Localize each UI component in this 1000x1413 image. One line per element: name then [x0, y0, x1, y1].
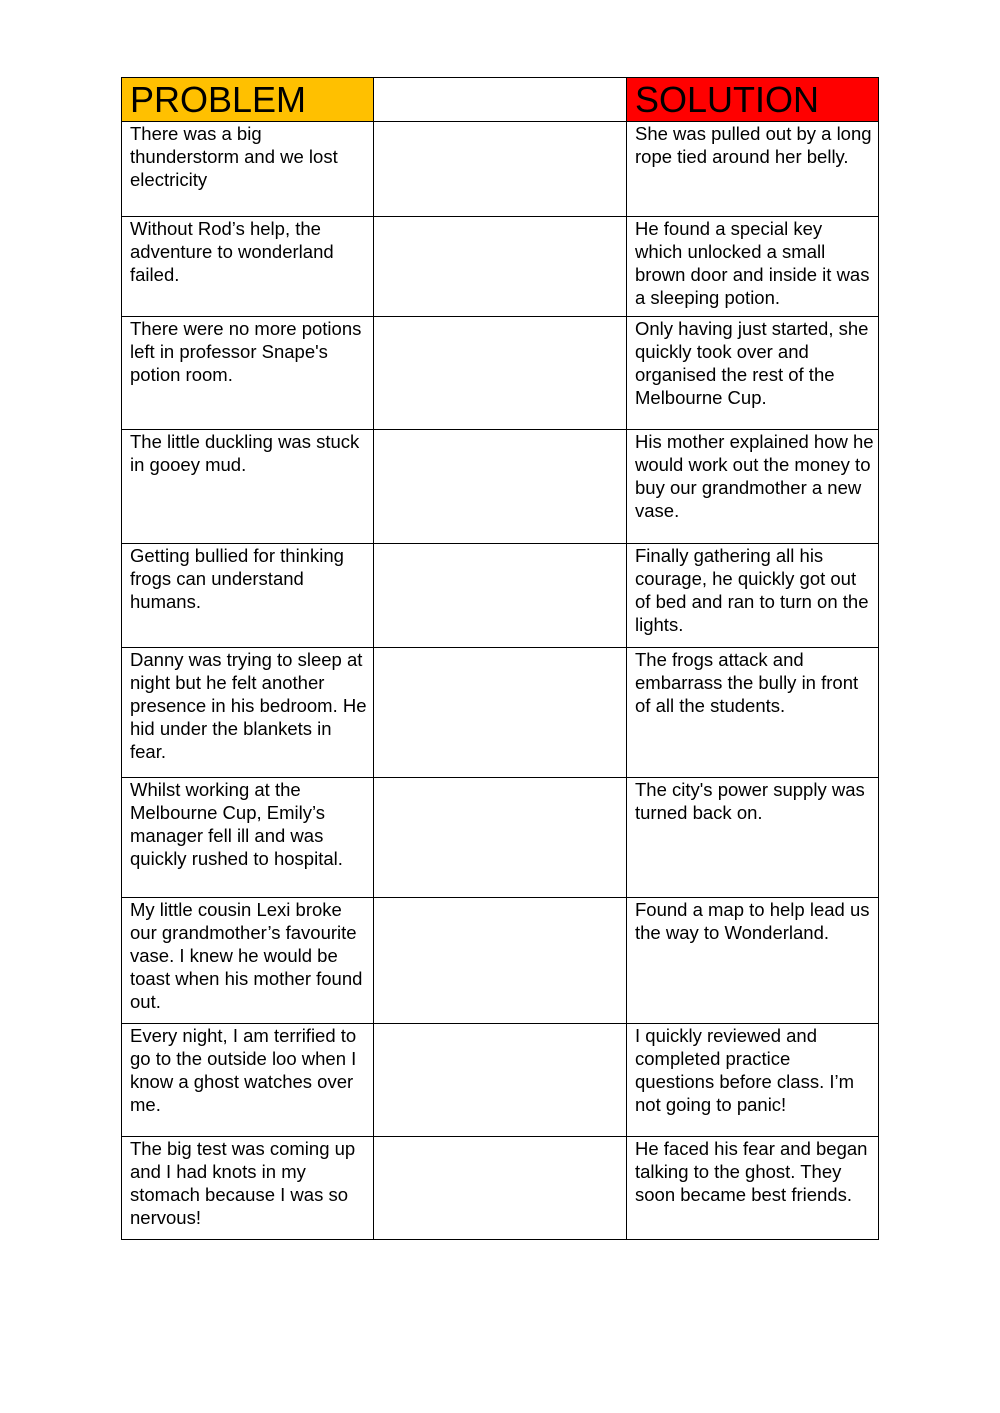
table-row	[122, 898, 879, 1024]
header-row	[122, 78, 879, 122]
problem-card[interactable]: Whilst working at the Melbourne Cup, Emily’s manager fell ill and was quickly rushed to hospital.	[122, 778, 374, 898]
table-row	[122, 217, 879, 317]
matching-area[interactable]	[374, 778, 627, 898]
problem-card[interactable]: My little cousin Lexi broke our grandmother’s favourite vase. I knew he would be toast when his mother found out.	[122, 898, 374, 1024]
solution-card[interactable]: Found a map to help lead us the way to Wonderland.	[627, 898, 879, 1024]
matching-area[interactable]	[374, 898, 627, 1024]
matching-area[interactable]	[374, 122, 627, 217]
matching-area[interactable]	[374, 217, 627, 317]
matching-area[interactable]	[374, 544, 627, 648]
table-row	[122, 1024, 879, 1137]
problem-card[interactable]: The big test was coming up and I had knots in my stomach because I was so nervous!	[122, 1137, 374, 1240]
problem-card[interactable]: There were no more potions left in professor Snape's potion room.	[122, 317, 374, 430]
problem-card[interactable]: Every night, I am terrified to go to the outside loo when I know a ghost watches over me.	[122, 1024, 374, 1137]
matching-area[interactable]	[374, 317, 627, 430]
solution-card[interactable]: The city's power supply was turned back on.	[627, 778, 879, 898]
solution-card[interactable]: She was pulled out by a long rope tied around her belly.	[627, 122, 879, 217]
table-row	[122, 778, 879, 898]
problem-header: PROBLEM	[122, 78, 374, 122]
table-row	[122, 430, 879, 544]
solution-card[interactable]: He faced his fear and began talking to the ghost. They soon became best friends.	[627, 1137, 879, 1240]
table-row	[122, 544, 879, 648]
solution-card[interactable]: He found a special key which unlocked a small brown door and inside it was a sleeping potion.	[627, 217, 879, 317]
matching-area-header	[374, 78, 627, 122]
problem-card[interactable]: The little duckling was stuck in gooey mud.	[122, 430, 374, 544]
matching-area[interactable]	[374, 648, 627, 778]
matching-area[interactable]	[374, 1137, 627, 1240]
table-row	[122, 317, 879, 430]
solution-card[interactable]: I quickly reviewed and completed practice questions before class. I’m not going to panic!	[627, 1024, 879, 1137]
problem-solution-table	[121, 77, 879, 1240]
solution-card[interactable]: Only having just started, she quickly took over and organised the rest of the Melbourne Cup.	[627, 317, 879, 430]
solution-header: SOLUTION	[627, 78, 879, 122]
table-row	[122, 122, 879, 217]
solution-card[interactable]: The frogs attack and embarrass the bully in front of all the students.	[627, 648, 879, 778]
solution-card[interactable]: His mother explained how he would work out the money to buy our grandmother a new vase.	[627, 430, 879, 544]
matching-area[interactable]	[374, 1024, 627, 1137]
problem-card[interactable]: Without Rod’s help, the adventure to wonderland failed.	[122, 217, 374, 317]
problem-card[interactable]: Getting bullied for thinking frogs can understand humans.	[122, 544, 374, 648]
matching-area[interactable]	[374, 430, 627, 544]
problem-card[interactable]: Danny was trying to sleep at night but he felt another presence in his bedroom. He hid under the blankets in fear.	[122, 648, 374, 778]
table-row	[122, 648, 879, 778]
table-row	[122, 1137, 879, 1240]
solution-card[interactable]: Finally gathering all his courage, he quickly got out of bed and ran to turn on the lights.	[627, 544, 879, 648]
problem-card[interactable]: There was a big thunderstorm and we lost electricity	[122, 122, 374, 217]
